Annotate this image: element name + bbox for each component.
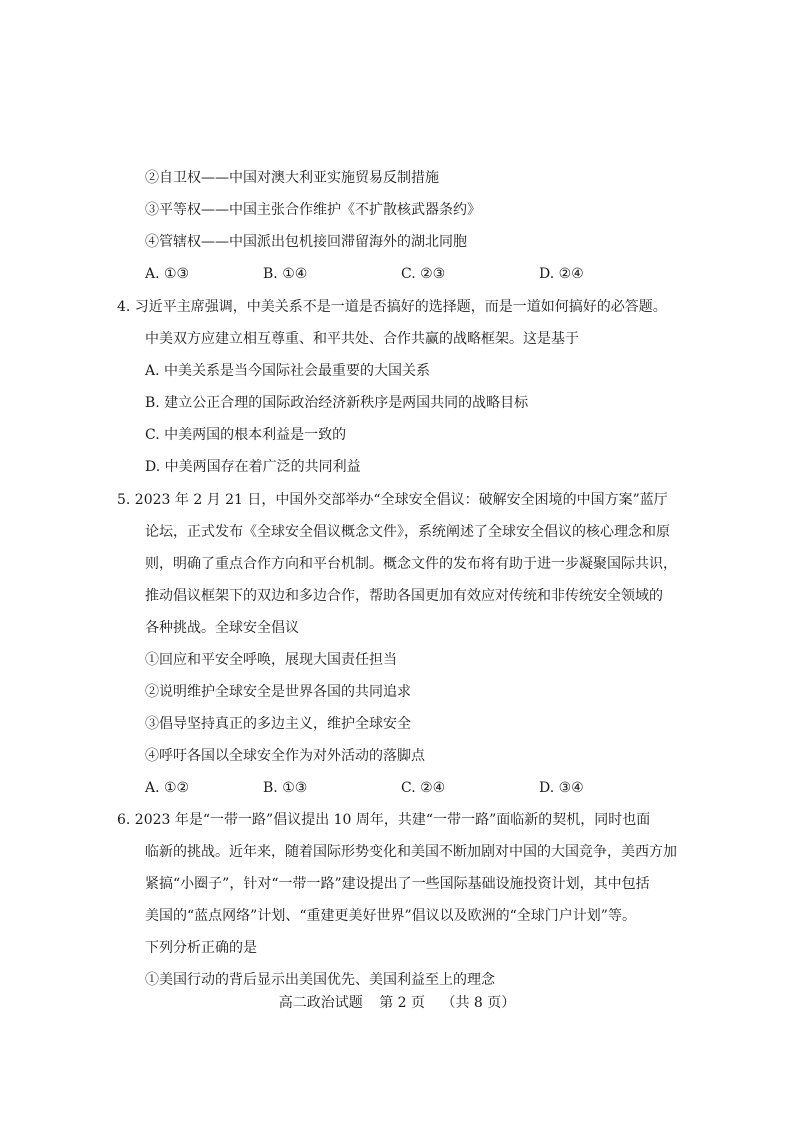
q5-stem-line-2: 论坛，正式发布《全球安全倡议概念文件》，系统阐述了全球安全倡议的核心理念和原	[145, 524, 670, 540]
q5-item-1: ①回应和平安全呼唤，展现大国责任担当	[145, 652, 397, 668]
footer-total-pages: （共 8 页）	[441, 995, 516, 1011]
q4-choice-c: C. 中美两国的根本利益是一致的	[145, 427, 347, 443]
q4-choice-b: B. 建立公正合理的国际政治经济新秩序是两国共同的战略目标	[145, 395, 529, 411]
q3-option-a: A. ①③	[145, 266, 190, 282]
q3-item-2: ②自卫权——中国对澳大利亚实施贸易反制措施	[145, 170, 439, 186]
q6-stem-line-4: 美国的“蓝点网络”计划、“重建更美好世界”倡议以及欧洲的“全球门户计划”等。	[145, 908, 636, 924]
q5-stem-line-3: 则，明确了重点合作方向和平台机制。概念文件的发布将有助于进一步凝聚国际共识，	[145, 556, 677, 572]
footer-page-number: 第 2 页	[379, 995, 425, 1011]
q4-choice-a: A. 中美关系是当今国际社会最重要的大国关系	[145, 363, 431, 379]
q3-item-4: ④管辖权——中国派出包机接回滞留海外的湖北同胞	[145, 234, 467, 250]
q6-stem-line-5: 下列分析正确的是	[145, 940, 257, 956]
q5-option-a: A. ①②	[145, 780, 190, 796]
q5-stem-line-1: 5. 2023 年 2 月 21 日，中国外交部举办“全球安全倡议：破解安全困境的中国方案”蓝厅	[117, 492, 668, 508]
q3-option-d: D. ②④	[539, 266, 584, 282]
q4-stem-line-2: 中美双方应建立相互尊重、和平共处、合作共赢的战略框架。这是基于	[145, 331, 579, 347]
q5-item-4: ④呼吁各国以全球安全作为对外活动的落脚点	[145, 748, 425, 764]
q3-option-c: C. ②③	[401, 266, 446, 282]
footer-title: 高二政治试题	[278, 995, 363, 1011]
q5-option-b: B. ①③	[263, 780, 308, 796]
page-footer	[0, 993, 794, 1013]
q3-option-b: B. ①④	[263, 266, 308, 282]
q5-option-d: D. ③④	[539, 780, 584, 796]
q3-item-3: ③平等权——中国主张合作维护《不扩散核武器条约》	[145, 202, 481, 218]
q6-stem-line-3: 紧搞“小圈子”，针对“一带一路”建设提出了一些国际基础设施投资计划，其中包括	[145, 876, 650, 892]
q4-stem-line-1: 4. 习近平主席强调，中美关系不是一道是否搞好的选择题，而是一道如何搞好的必答题。	[117, 299, 667, 315]
q6-stem-line-2: 临新的挑战。近年来，随着国际形势变化和美国不断加剧对中国的大国竞争，美西方加	[145, 844, 677, 860]
q5-item-3: ③倡导坚持真正的多边主义，维护全球安全	[145, 716, 411, 732]
q5-stem-line-5: 各种挑战。全球安全倡议	[145, 620, 299, 636]
q6-item-1: ①美国行动的背后显示出美国优先、美国利益至上的理念	[145, 972, 495, 988]
q5-item-2: ②说明维护全球安全是世界各国的共同追求	[145, 684, 411, 700]
q4-choice-d: D. 中美两国存在着广泛的共同利益	[145, 459, 361, 475]
q5-stem-line-4: 推动倡议框架下的双边和多边合作，帮助各国更加有效应对传统和非传统安全领域的	[145, 588, 663, 604]
q6-stem-line-1: 6. 2023 年是“一带一路”倡议提出 10 周年，共建“一带一路”面临新的契机，同时也面	[117, 812, 651, 828]
q5-option-c: C. ②④	[401, 780, 446, 796]
